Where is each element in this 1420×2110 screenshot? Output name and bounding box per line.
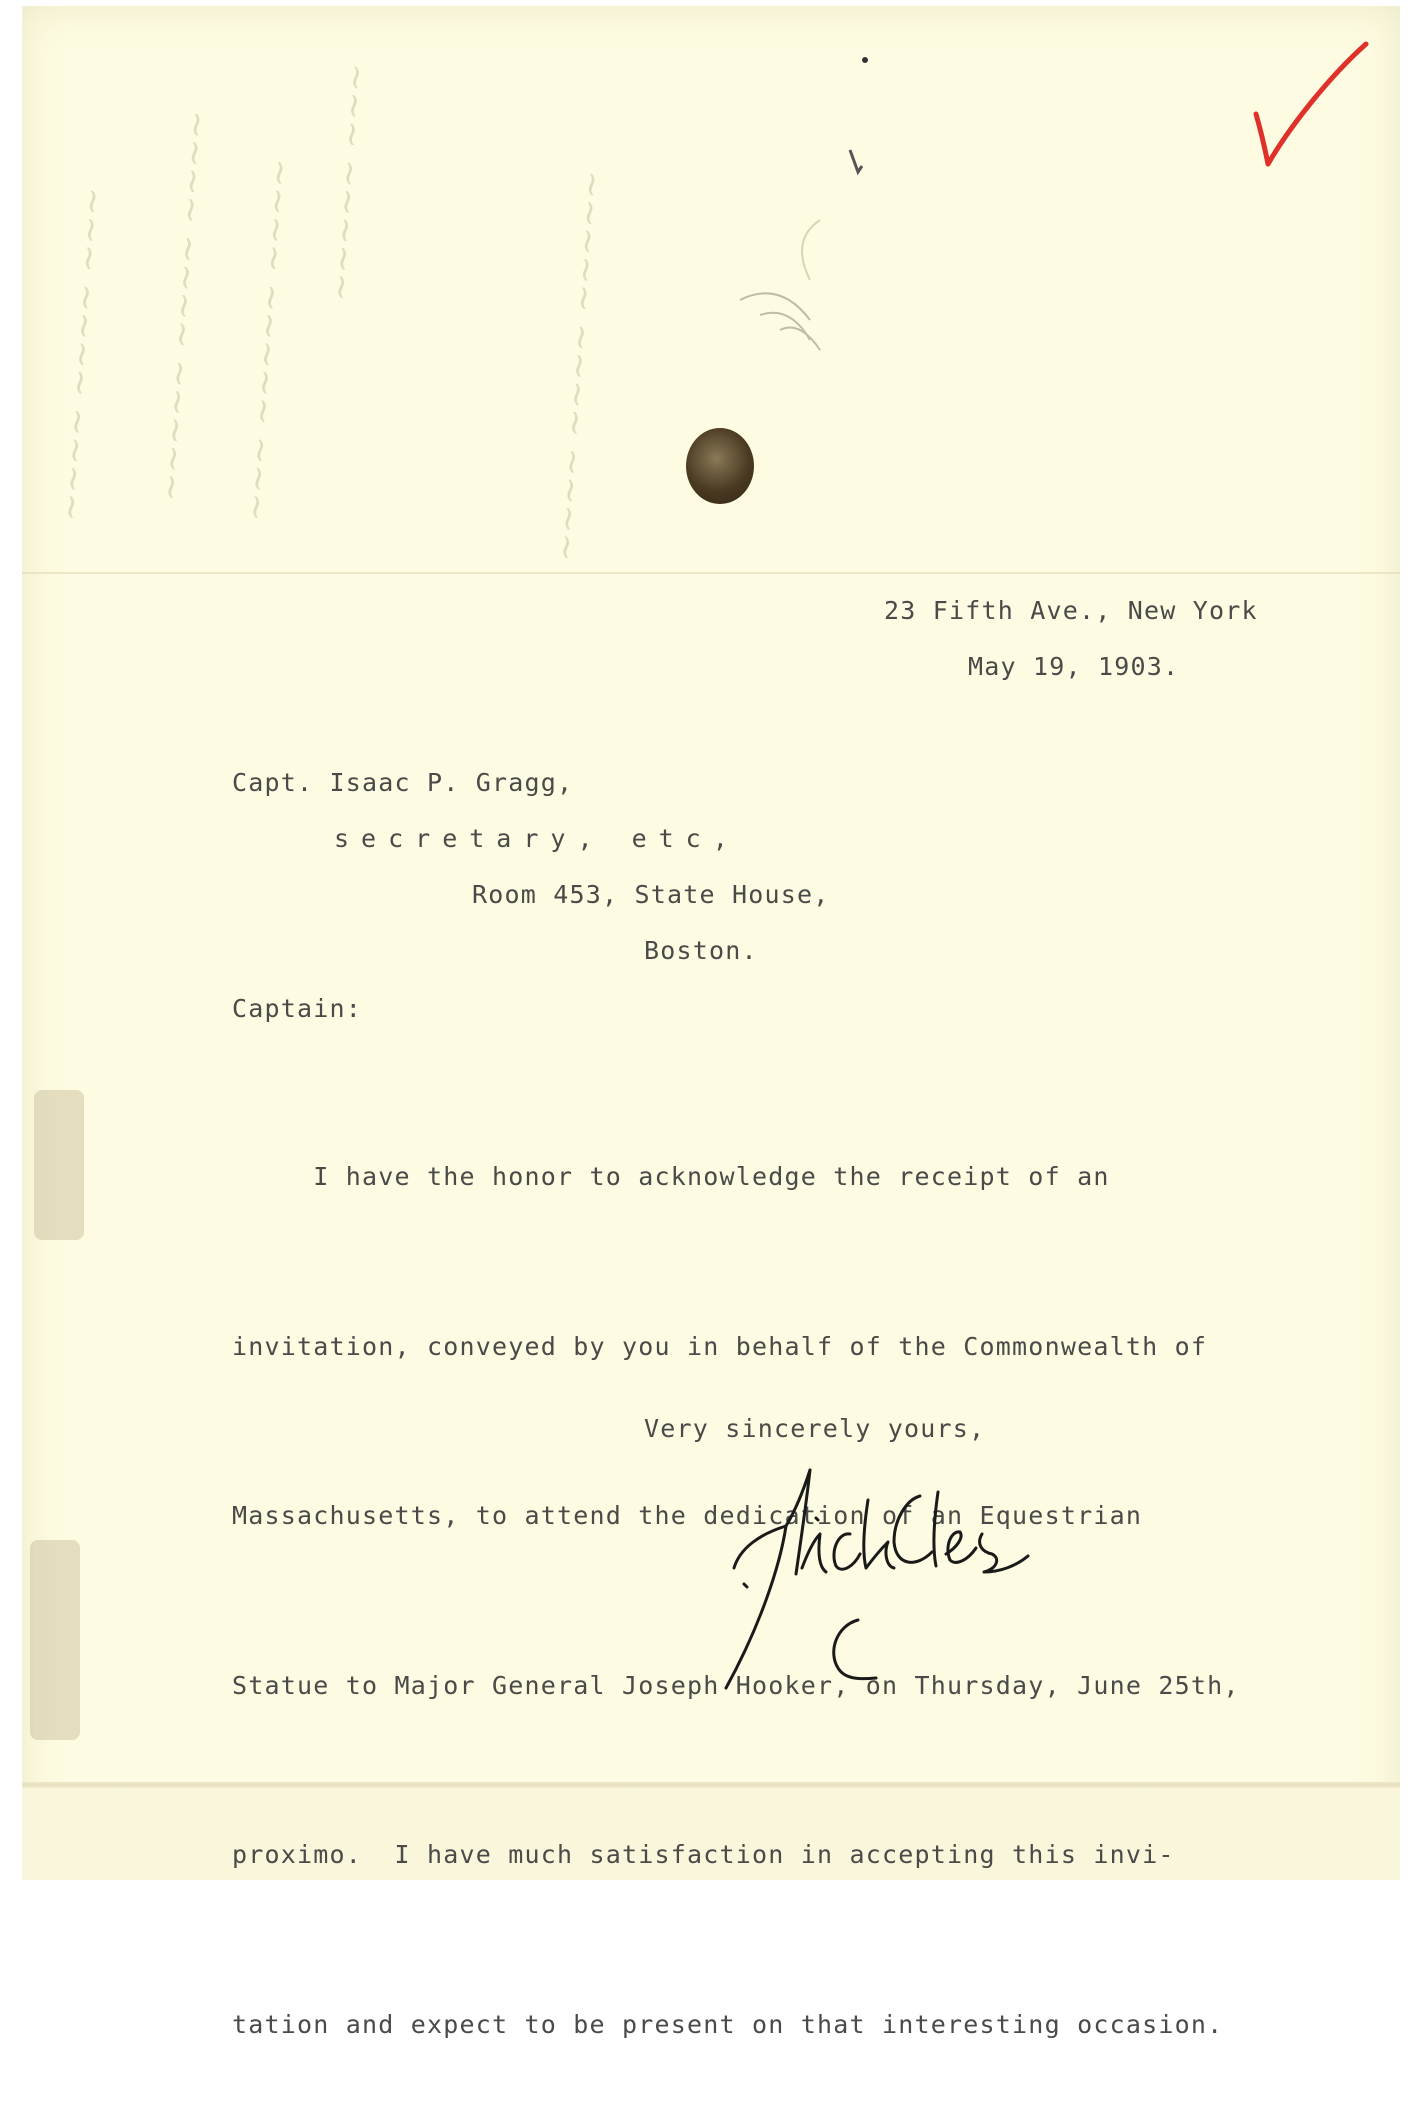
body-line: tation and expect to be present on that interesting occasion. — [232, 2009, 1224, 2039]
recipient-city: Boston. — [644, 936, 758, 965]
sender-address: 23 Fifth Ave., New York — [884, 596, 1258, 625]
recipient-name: Capt. Isaac P. Gragg, — [232, 768, 574, 797]
edge-stain-upper — [34, 1090, 84, 1240]
body-line: proximo. I have much satisfaction in accepting this invi- — [232, 1840, 1175, 1869]
paper-fold-line — [22, 572, 1400, 574]
bleed-through-handwriting-1: ~~~~ ~~~~ ~~~ — [50, 185, 114, 523]
bleed-through-handwriting-5: ~~~~ ~~~~ ~~~~~ — [545, 168, 613, 563]
body-line: invitation, conveyed by you in behalf of the Commonwealth of — [232, 1331, 1208, 1361]
edge-stain-lower — [30, 1540, 80, 1740]
recipient-title: secretary, etc, — [334, 824, 740, 853]
recipient-room: Room 453, State House, — [472, 880, 830, 909]
red-check-mark-icon — [1250, 36, 1370, 176]
body-line: Statue to Major General Joseph Hooker, on Thursday, June 25th, — [232, 1670, 1240, 1700]
bleed-through-handwriting-2: ~~~~~ ~~~~ ~~~~ — [150, 108, 218, 503]
letter-date: May 19, 1903. — [968, 652, 1180, 681]
faint-stamp-marks — [700, 50, 960, 350]
signature — [720, 1456, 1040, 1696]
wax-seal — [686, 428, 754, 504]
salutation: Captain: — [232, 994, 363, 1023]
bleed-through-handwriting-4: ~~~~~ ~~~ — [320, 61, 377, 303]
body-line: I have the honor to acknowledge the receipt of an — [232, 1162, 1110, 1191]
closing: Very sincerely yours, — [644, 1414, 986, 1443]
body-line: Massachusetts, to attend the dedication of an Equestrian — [232, 1501, 1143, 1530]
bleed-through-handwriting-3: ~~~ ~~~~~ ~~~~ — [235, 157, 301, 523]
